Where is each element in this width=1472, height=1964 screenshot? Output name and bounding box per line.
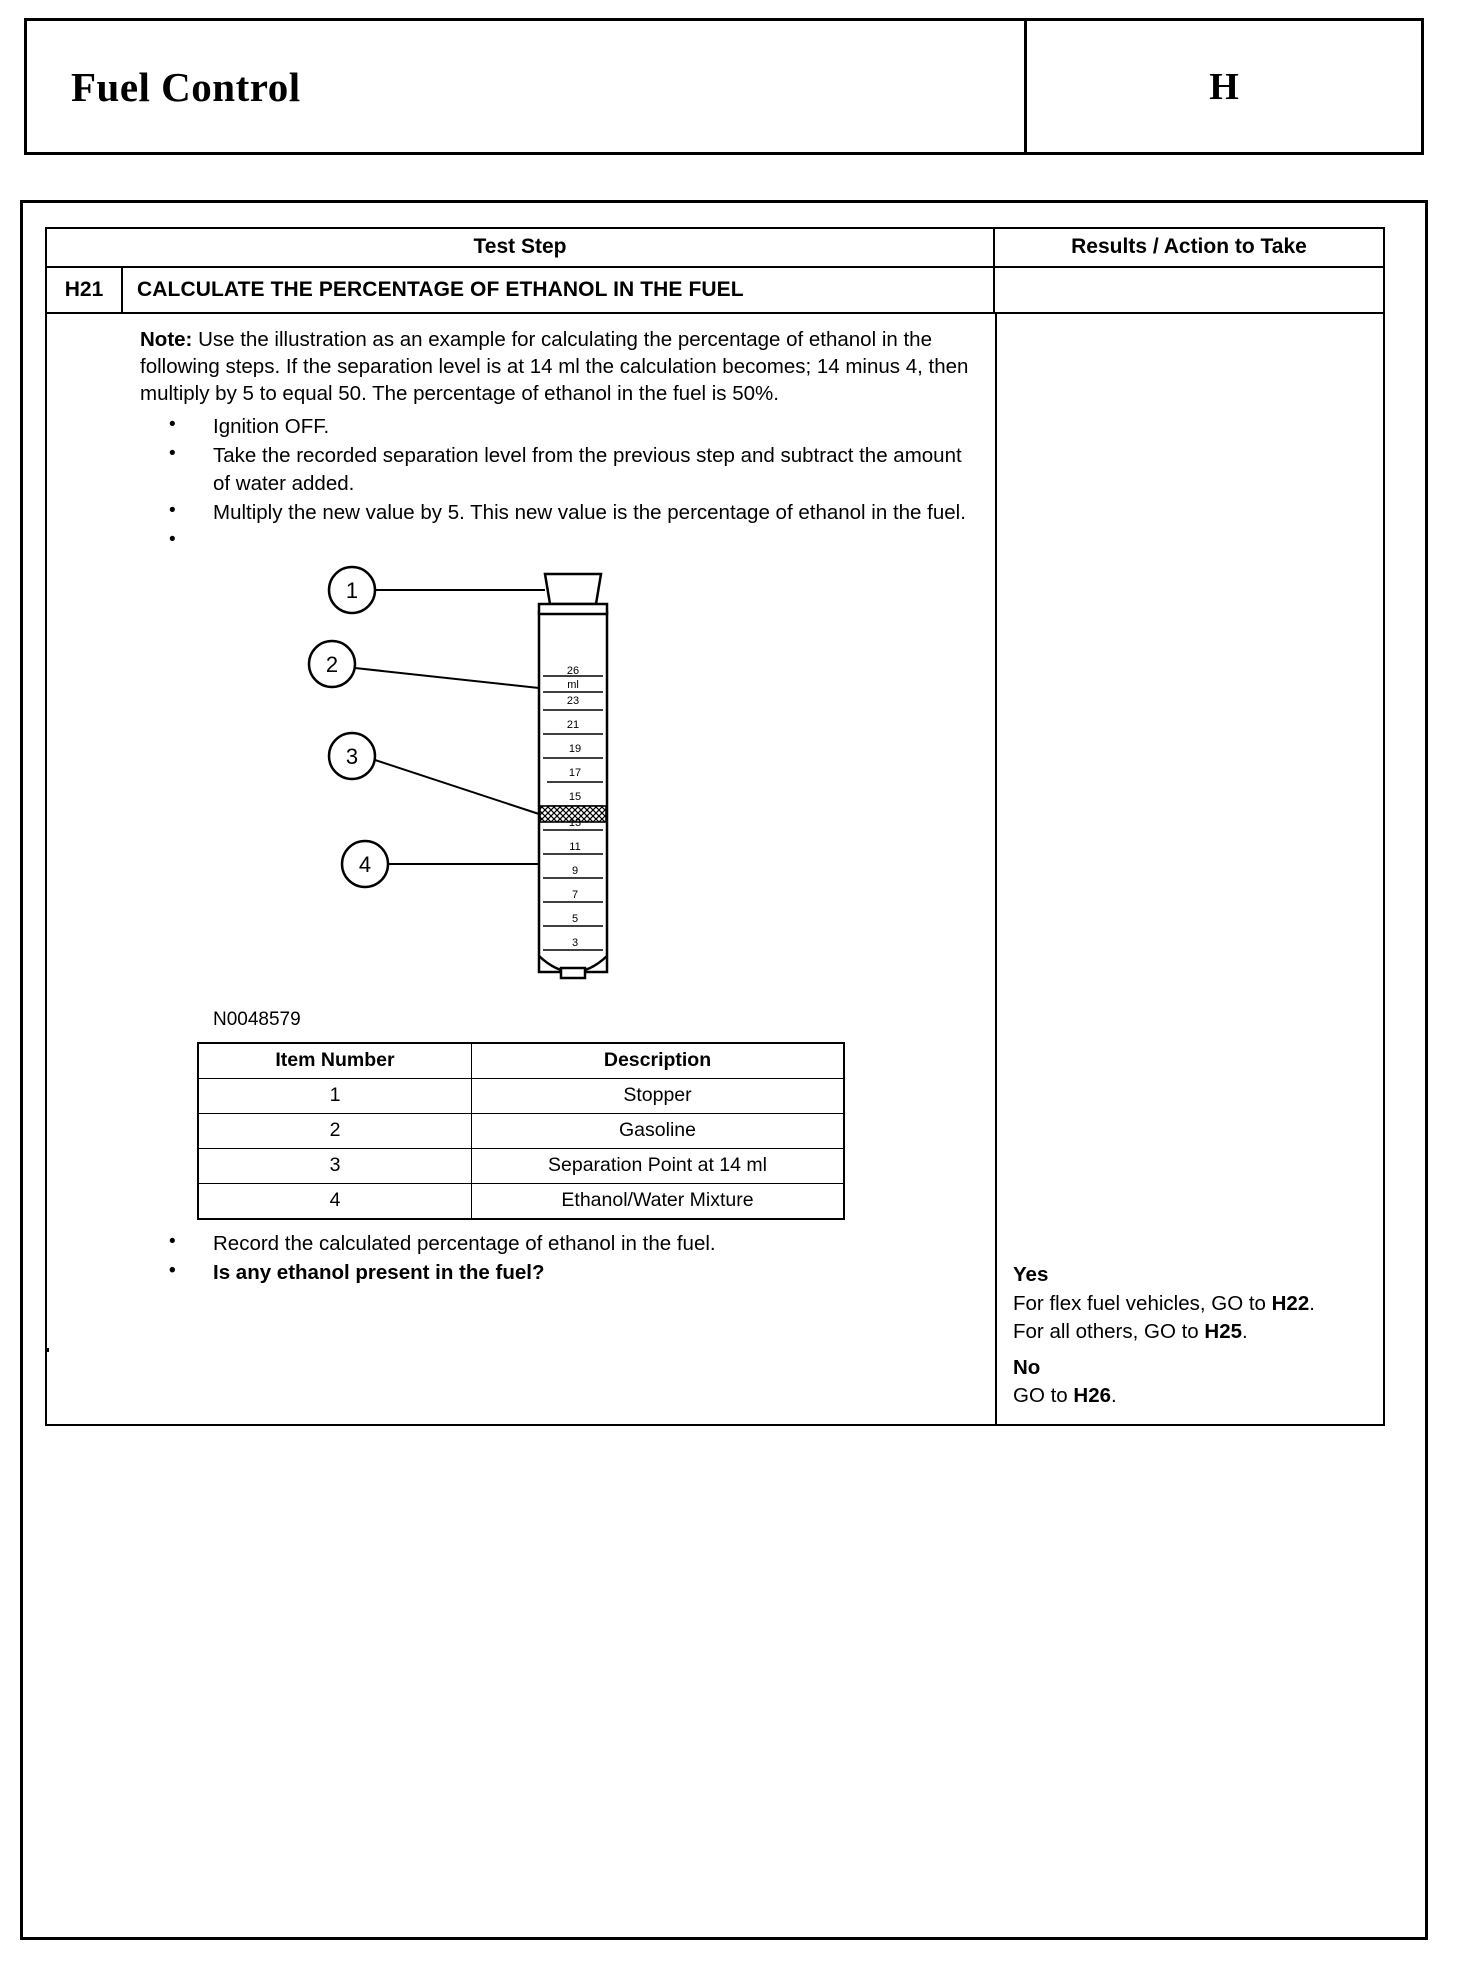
results-cell-empty bbox=[995, 268, 1383, 312]
step-id: H21 bbox=[47, 268, 123, 312]
scale-label: 3 bbox=[571, 937, 579, 950]
results-no-line bbox=[1013, 1382, 1353, 1410]
item-description-table bbox=[197, 1042, 845, 1220]
item-description: Separation Point at 14 ml bbox=[472, 1149, 845, 1184]
list-item bbox=[169, 528, 973, 550]
table-header-row bbox=[47, 229, 1383, 268]
scale-label: 7 bbox=[571, 889, 579, 902]
scale-label: 11 bbox=[569, 841, 581, 854]
results-actions-cell bbox=[997, 314, 1383, 1424]
column-header-description: Description bbox=[472, 1043, 845, 1079]
list-item: • Multiply the new value by 5. This new value is the percentage of ethanol in the fuel. bbox=[169, 499, 973, 526]
note-text: Use the illustration as an example for calculating the percentage of ethanol in the following steps. If the separation level is at 14 ml the calculation becomes; 14 minus 4, then multiply by 5 to equal 50. The percentage of ethanol in the fuel is 50%. bbox=[140, 327, 969, 405]
scale-label: 5 bbox=[571, 913, 579, 926]
item-number: 4 bbox=[198, 1184, 472, 1220]
step-reference-h22: H22 bbox=[1271, 1292, 1310, 1316]
results-yes-line-2-period: . bbox=[1242, 1320, 1248, 1344]
results-yes-line-1-text: For flex fuel vehicles, GO to bbox=[1013, 1292, 1272, 1316]
scale-label: 19 bbox=[568, 743, 582, 756]
note-paragraph bbox=[47, 314, 995, 407]
callout-1: 1 bbox=[345, 578, 359, 604]
results-yes-line-2-text: For all others, GO to bbox=[1013, 1320, 1205, 1344]
step-title: CALCULATE THE PERCENTAGE OF ETHANOL IN THE FUEL bbox=[137, 278, 744, 301]
item-number: 2 bbox=[198, 1114, 472, 1149]
results-no-label: No bbox=[1013, 1356, 1041, 1380]
table-row bbox=[198, 1149, 844, 1184]
column-header-test-step: Test Step bbox=[47, 229, 995, 266]
list-item: • Take the recorded separation level from the previous step and subtract the amount of water added. bbox=[169, 442, 973, 497]
item-description: Ethanol/Water Mixture bbox=[472, 1184, 845, 1220]
step-reference-h26: H26 bbox=[1073, 1384, 1111, 1407]
step-title-cell bbox=[47, 268, 995, 312]
callout-4: 4 bbox=[358, 852, 372, 878]
item-number: 1 bbox=[198, 1079, 472, 1114]
callout-3: 3 bbox=[345, 744, 359, 770]
list-item-question: • Is any ethanol present in the fuel? bbox=[169, 1259, 973, 1286]
item-description: Gasoline bbox=[472, 1114, 845, 1149]
column-header-results: Results / Action to Take bbox=[1071, 235, 1307, 258]
page-header bbox=[24, 18, 1424, 155]
results-yes-line-1-period: . bbox=[1309, 1292, 1315, 1316]
column-header-item-number: Item Number bbox=[198, 1043, 472, 1079]
results-no-line-text: GO to bbox=[1013, 1384, 1074, 1407]
step-content-row bbox=[47, 312, 1383, 1424]
cylinder-svg bbox=[47, 564, 995, 1034]
page-title: Fuel Control bbox=[71, 63, 301, 110]
figure-id: N0048579 bbox=[213, 1009, 301, 1031]
scale-label: 17 bbox=[568, 767, 582, 780]
content-frame bbox=[20, 200, 1428, 1940]
item-description: Stopper bbox=[472, 1079, 845, 1114]
list-item: • Ignition OFF. bbox=[169, 413, 973, 440]
callout-2: 2 bbox=[325, 652, 339, 678]
cylinder-illustration bbox=[47, 564, 995, 1034]
results-text-block bbox=[1013, 1261, 1353, 1410]
scale-label: 13 bbox=[568, 817, 582, 830]
scan-artifact-dot bbox=[45, 1348, 49, 1352]
table-row bbox=[198, 1079, 844, 1114]
note-label: Note: bbox=[140, 327, 193, 351]
scale-label: 9 bbox=[571, 865, 579, 878]
header-title-cell bbox=[27, 21, 1027, 152]
results-yes-label: Yes bbox=[1013, 1262, 1049, 1286]
step-content-cell bbox=[47, 314, 997, 1424]
results-yes-line-1 bbox=[1013, 1290, 1353, 1318]
item-number: 3 bbox=[198, 1149, 472, 1184]
list-item: • Record the calculated percentage of ethanol in the fuel. bbox=[169, 1230, 973, 1257]
table-header-row bbox=[198, 1043, 844, 1079]
scale-label: 26 bbox=[566, 665, 580, 678]
step-tail-bullet-list bbox=[47, 1230, 995, 1287]
header-section-letter-cell bbox=[1027, 21, 1421, 152]
section-letter: H bbox=[1209, 65, 1239, 108]
scale-label: 23 bbox=[566, 695, 580, 708]
results-no-line-period: . bbox=[1111, 1384, 1117, 1407]
results-yes-line-2 bbox=[1013, 1318, 1353, 1346]
step-reference-h25: H25 bbox=[1204, 1320, 1243, 1344]
test-step-table bbox=[45, 227, 1385, 1426]
table-row bbox=[198, 1114, 844, 1149]
step-title-row bbox=[47, 268, 1383, 312]
scale-label: 21 bbox=[566, 719, 580, 732]
table-row bbox=[198, 1184, 844, 1220]
scale-label: ml bbox=[567, 679, 579, 692]
step-bullet-list bbox=[47, 413, 995, 550]
scale-label: 15 bbox=[568, 791, 582, 804]
